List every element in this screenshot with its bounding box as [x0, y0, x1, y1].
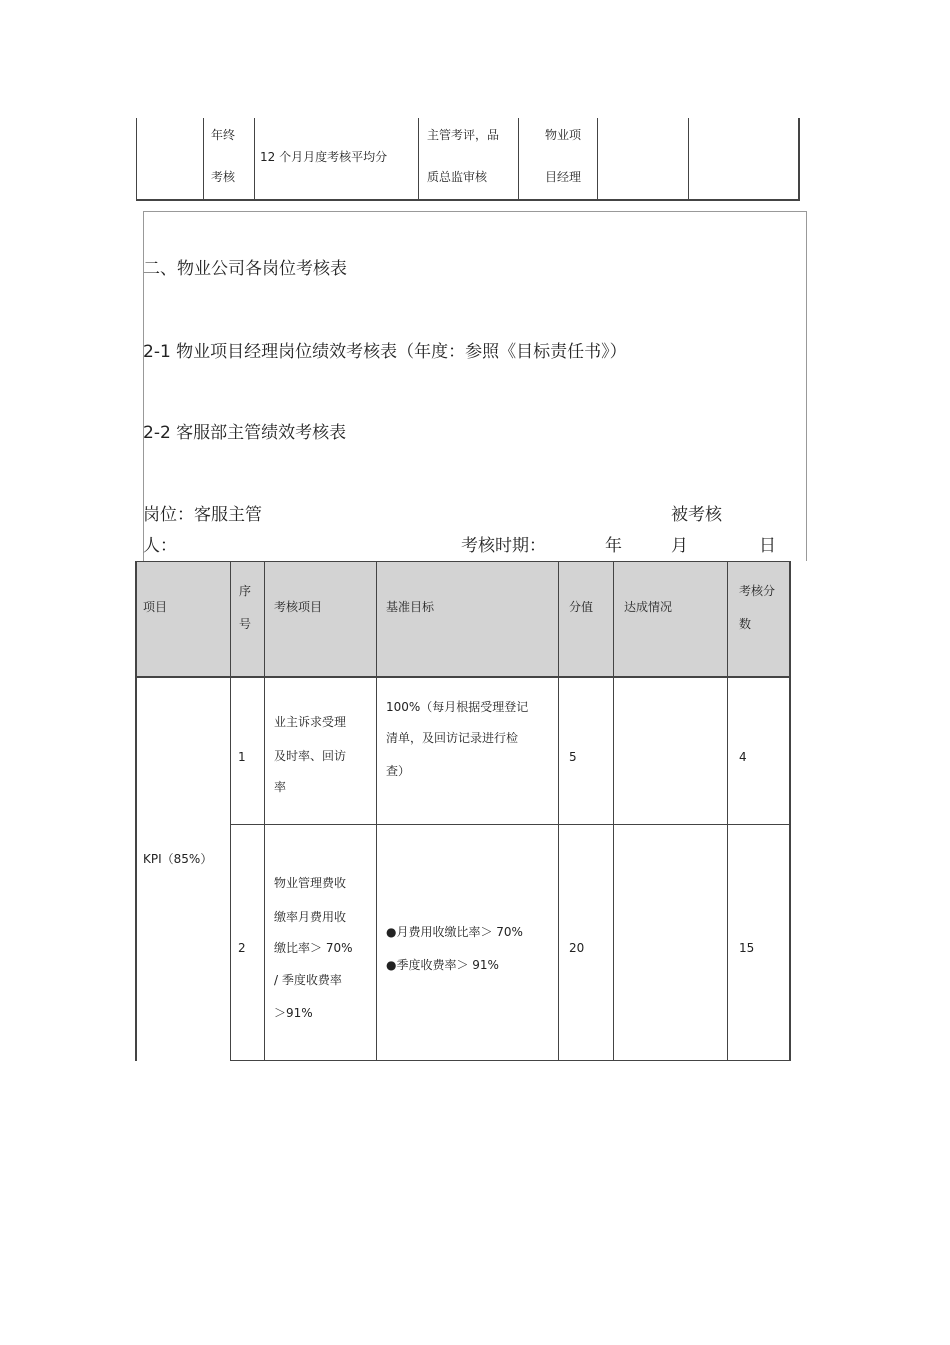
row-assess: 4 [739, 750, 747, 764]
subsection-2-1: 2-1 物业项目经理岗位绩效考核表（年度：参照《目标责任书》） [143, 342, 627, 362]
row-target: ●季度收费率＞ 91% [386, 958, 499, 972]
period-label: 考核时期： [461, 536, 546, 556]
period-day: 日 [759, 536, 776, 556]
header-status: 达成情况 [624, 600, 673, 614]
category-kpi: KPI（85%） [143, 852, 213, 866]
period-month: 月 [671, 536, 688, 556]
header-project: 项目 [143, 600, 168, 614]
top-cell-reviewer: 主管考评，品 [427, 128, 500, 142]
period-year: 年 [605, 536, 622, 556]
row-item: / 季度收费率 [274, 973, 342, 987]
row-score: 5 [569, 750, 577, 764]
header-score: 分值 [569, 600, 594, 614]
row-seq: 1 [238, 750, 246, 764]
top-cell-annual: 考核 [211, 170, 236, 184]
row-item: 缴比率＞ 70% [274, 941, 353, 955]
top-cell-reviewer: 质总监审核 [427, 170, 488, 184]
row-item: 及时率、回访 [274, 749, 347, 763]
row-item: 物业管理费收 [274, 876, 347, 890]
row-target: 查） [386, 764, 411, 778]
row-seq: 2 [238, 941, 246, 955]
header-seq: 号 [239, 617, 252, 631]
top-cell-role: 目经理 [545, 170, 582, 184]
row-target: 清单，及回访记录进行检 [386, 731, 519, 745]
row-item: 缴率月费用收 [274, 910, 347, 924]
row-score: 20 [569, 941, 585, 955]
section-title: 二、物业公司各岗位考核表 [143, 259, 347, 279]
row-item: ＞91% [274, 1006, 313, 1020]
row-target: 100%（每月根据受理登记 [386, 700, 529, 714]
top-cell-annual: 年终 [211, 128, 236, 142]
row-target: ●月费用收缴比率＞ 70% [386, 925, 523, 939]
top-cell-role: 物业项 [545, 128, 582, 142]
top-cell-method: 12 个月月度考核平均分 [260, 150, 388, 164]
subsection-2-2: 2-2 客服部主管绩效考核表 [143, 423, 347, 443]
header-assess: 考核分 [739, 584, 776, 598]
header-seq: 序 [239, 584, 252, 598]
row-assess: 15 [739, 941, 755, 955]
examinee-label: 被考核 [671, 505, 722, 525]
examinee-label-tail: 人： [143, 536, 177, 556]
row-item: 业主诉求受理 [274, 715, 347, 729]
header-target: 基准目标 [386, 600, 435, 614]
position-label: 岗位：客服主管 [143, 505, 262, 525]
table-header-bg [136, 562, 790, 677]
header-item: 考核项目 [274, 600, 323, 614]
row-item: 率 [274, 780, 287, 794]
header-assess: 数 [739, 617, 752, 631]
